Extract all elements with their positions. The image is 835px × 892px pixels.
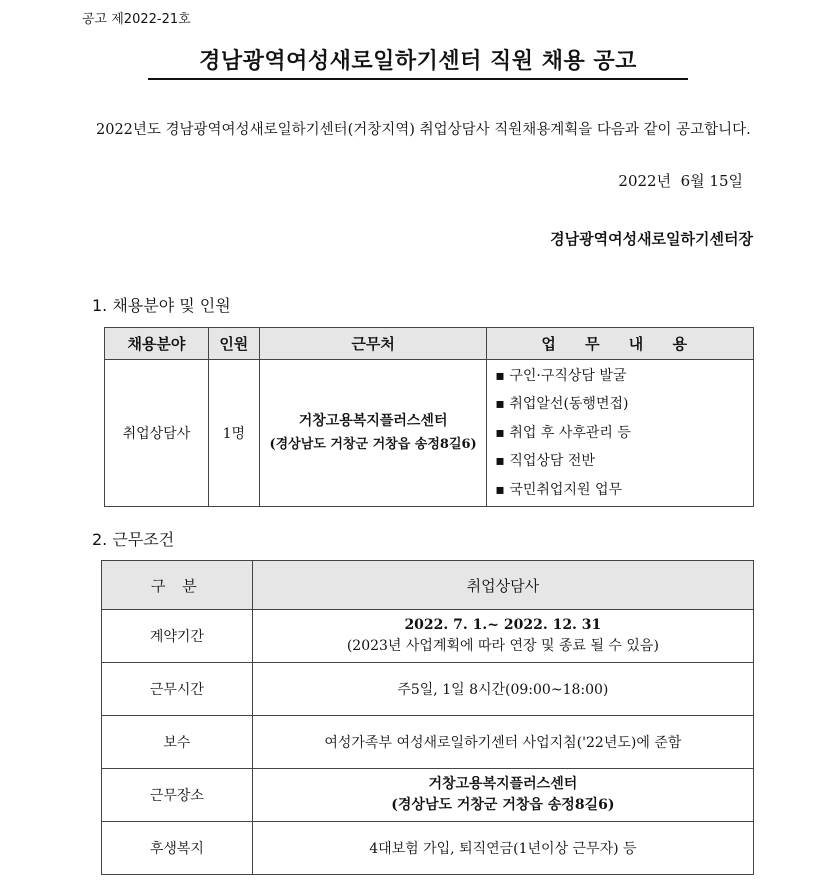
- workplace-name: 거창고용복지플러스센터: [298, 413, 448, 429]
- row-label: 계약기간: [102, 610, 253, 663]
- section1-heading: 1. 채용분야 및 인원: [92, 296, 231, 315]
- row-label: 보수: [102, 716, 253, 769]
- header-position: 취업상담사: [252, 561, 753, 610]
- table-row: [102, 769, 754, 822]
- duty-item: ▪ 국민취업지원 업무: [495, 481, 622, 498]
- intro-paragraph: 2022년도 경남광역여성새로일하기센터(거창지역) 취업상담사 직원채용계획을 다음과 같이 공고합니다.: [96, 122, 751, 138]
- table-row: [102, 716, 754, 769]
- notice-date: 2022년 6월 15일: [618, 172, 743, 190]
- recruitment-table: [104, 327, 754, 507]
- notice-number: 공고 제2022-21호: [82, 12, 191, 27]
- title-underline: [148, 78, 688, 80]
- header-count: 인원: [208, 328, 259, 360]
- row-value: 4대보험 가입, 퇴직연금(1년이상 근무자) 등: [252, 822, 753, 875]
- table-row: [102, 663, 754, 716]
- contract-period: 2022. 7. 1.~ 2022. 12. 31: [404, 617, 602, 633]
- section2-heading: 2. 근무조건: [92, 530, 175, 549]
- row-value: 여성가족부 여성새로일하기센터 사업지침('22년도)에 준함: [252, 716, 753, 769]
- row-value: 주5일, 1일 8시간(09:00~18:00): [252, 663, 753, 716]
- row-value: [252, 610, 753, 663]
- work-location-name: 거창고용복지플러스센터: [428, 776, 578, 792]
- table-header-row: [102, 561, 754, 610]
- conditions-table: [101, 560, 754, 875]
- organization-signature: 경남광역여성새로일하기센터장: [550, 230, 753, 248]
- duty-item: ▪ 취업 후 사후관리 등: [495, 424, 631, 441]
- row-label: 근무장소: [102, 769, 253, 822]
- header-workplace: 근무처: [259, 328, 487, 360]
- header-category: 구 분: [102, 561, 253, 610]
- row-label: 근무시간: [102, 663, 253, 716]
- duties-cell: [487, 360, 754, 507]
- table-row: [102, 822, 754, 875]
- row-value: [252, 769, 753, 822]
- duty-item: ▪ 취업알선(동행면접): [495, 396, 629, 413]
- duty-item: ▪ 직업상담 전반: [495, 453, 595, 470]
- table-header-row: [105, 328, 754, 360]
- table-row: [105, 360, 754, 507]
- field-cell: 취업상담사: [105, 360, 209, 507]
- table-row: [102, 610, 754, 663]
- count-cell: 1명: [208, 360, 259, 507]
- contract-note: (2023년 사업계획에 따라 연장 및 종료 될 수 있음): [346, 638, 659, 654]
- page-title: 경남광역여성새로일하기센터 직원 채용 공고: [199, 49, 637, 74]
- duty-item: ▪ 구인·구직상담 발굴: [495, 367, 627, 384]
- header-field: 채용분야: [105, 328, 209, 360]
- row-label: 후생복지: [102, 822, 253, 875]
- workplace-address: (경상남도 거창군 거창읍 송정8길6): [269, 437, 477, 452]
- work-location-address: (경상남도 거창군 거창읍 송정8길6): [391, 797, 615, 813]
- workplace-cell: [259, 360, 487, 507]
- header-duties: 업 무 내 용: [487, 328, 754, 360]
